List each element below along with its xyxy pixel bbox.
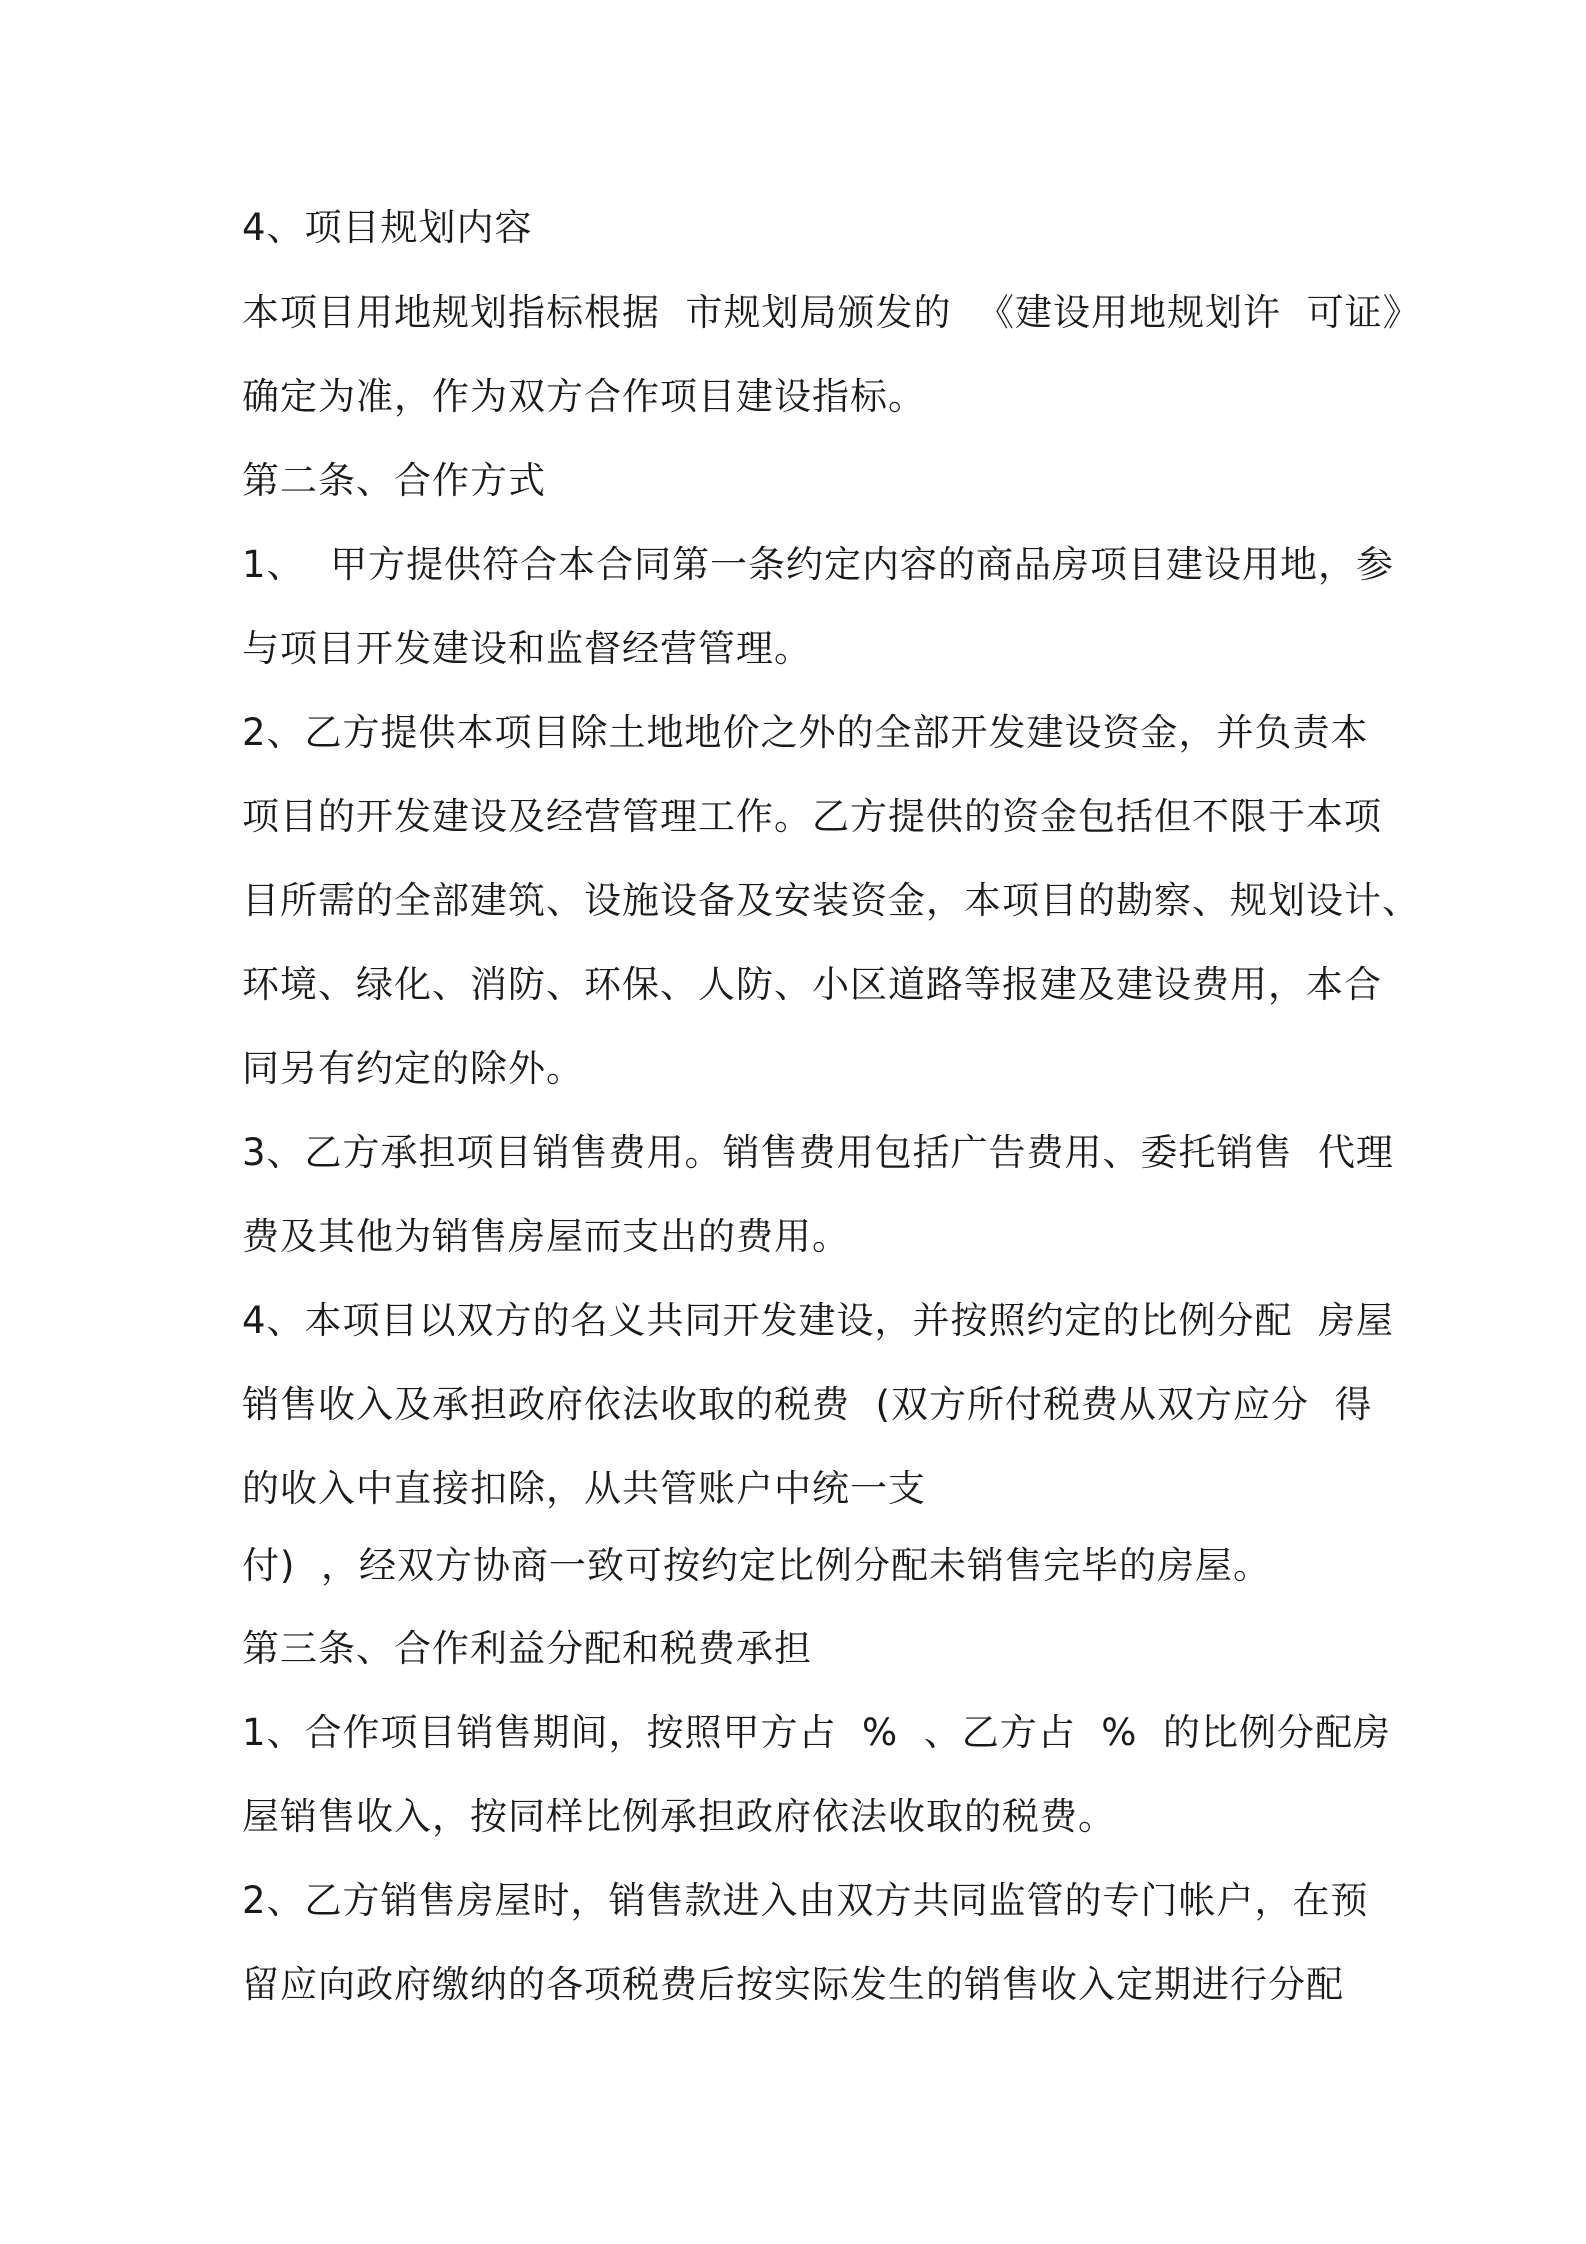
text-line: 留应向政府缴纳的各项税费后按实际发生的销售收入定期进行分配 bbox=[242, 1963, 1344, 2006]
clause-heading-project-planning: 4、项目规划内容 bbox=[242, 206, 533, 249]
text-line: 3、乙方承担项目销售费用。销售费用包括广告费用、委托销售 代理 bbox=[242, 1131, 1395, 1174]
text-line: 4、本项目以双方的名义共同开发建设，并按照约定的比例分配 房屋 bbox=[242, 1299, 1395, 1342]
text-line: 目所需的全部建筑、设施设备及安装资金，本项目的勘察、规划设计、 bbox=[242, 879, 1420, 922]
text-line: 环境、绿化、消防、环保、人防、小区道路等报建及建设费用，本合 bbox=[242, 963, 1382, 1006]
article-heading-profit-distribution: 第三条、合作利益分配和税费承担 bbox=[242, 1627, 812, 1670]
text-line: 1、合作项目销售期间，按照甲方占 % 、乙方占 % 的比例分配房 bbox=[242, 1711, 1391, 1754]
text-line: 1、 甲方提供符合本合同第一条约定内容的商品房项目建设用地，参 bbox=[242, 543, 1395, 586]
text-line: 2、乙方提供本项目除土地地价之外的全部开发建设资金，并负责本 bbox=[242, 711, 1369, 754]
text-line: 项目的开发建设及经营管理工作。乙方提供的资金包括但不限于本项 bbox=[242, 795, 1382, 838]
text-line: 确定为准，作为双方合作项目建设指标。 bbox=[242, 375, 926, 418]
text-line: 本项目用地规划指标根据 市规划局颁发的 《建设用地规划许 可证》 bbox=[242, 291, 1421, 334]
text-line: 2、乙方销售房屋时，销售款进入由双方共同监管的专门帐户，在预 bbox=[242, 1879, 1369, 1922]
text-line: 销售收入及承担政府依法收取的税费 (双方所付税费从双方应分 得 bbox=[242, 1383, 1373, 1426]
text-line: 与项目开发建设和监督经营管理。 bbox=[242, 627, 812, 670]
text-line: 付) ，经双方协商一致可按约定比例分配未销售完毕的房屋。 bbox=[242, 1544, 1271, 1587]
text-line: 费及其他为销售房屋而支出的费用。 bbox=[242, 1215, 850, 1258]
text-line: 同另有约定的除外。 bbox=[242, 1047, 584, 1090]
text-line: 的收入中直接扣除，从共管账户中统一支 bbox=[242, 1467, 926, 1510]
article-heading-cooperation-method: 第二条、合作方式 bbox=[242, 459, 546, 502]
text-line: 屋销售收入，按同样比例承担政府依法收取的税费。 bbox=[242, 1795, 1116, 1838]
